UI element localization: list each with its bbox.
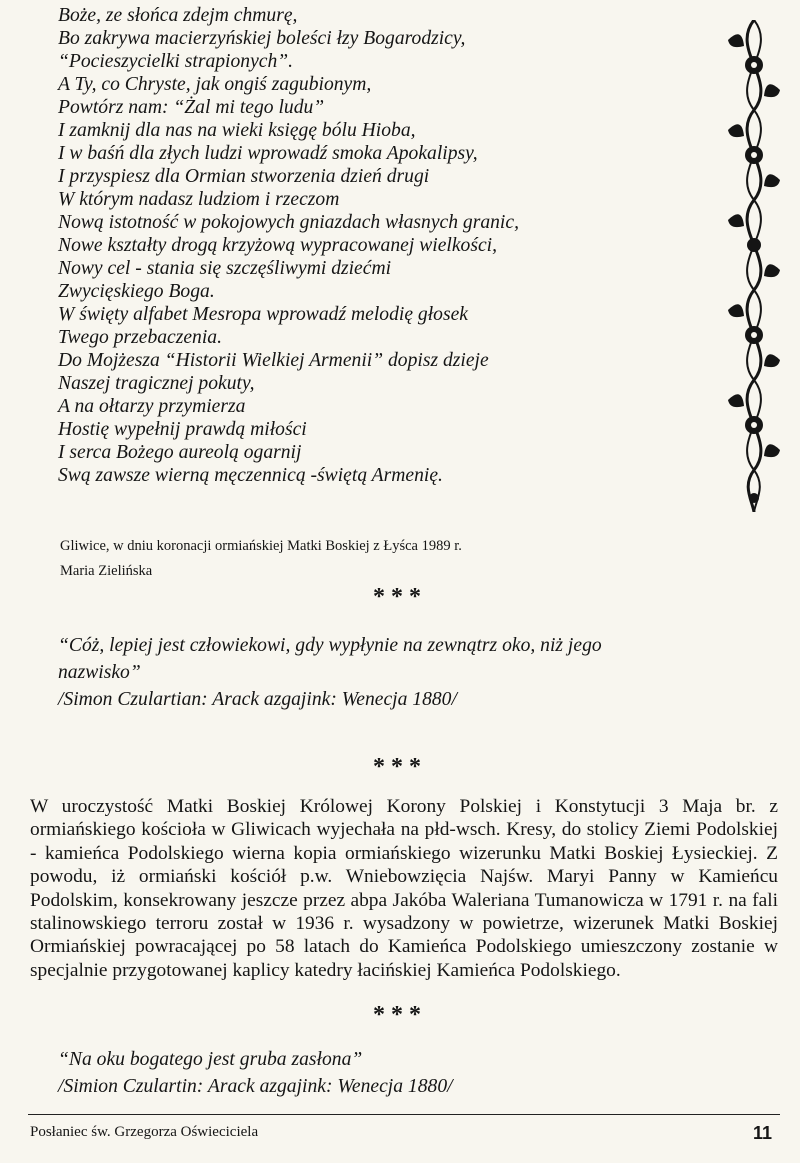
poem-line: I w baśń dla złych ludzi wprowadź smoka Apokalipsy, (58, 143, 478, 164)
floral-vine-ornament-icon (722, 20, 786, 512)
poem-line: A na ołtarzy przymierza (58, 396, 246, 417)
poem-line: “Pocieszycielki strapionych”. (58, 51, 294, 72)
separator-stars: *** (373, 754, 427, 780)
poem-line: Hostię wypełnij prawdą miłości (58, 419, 307, 440)
poem (58, 4, 658, 487)
poem-line: Nową istotność w pokojowych gniazdach własnych granic, (58, 212, 519, 233)
poem-line: I przyspiesz dla Ormian stworzenia dzień drugi (58, 166, 430, 187)
quote-source: /Simon Czulartian: Arack azgajink: Wenecja 1880/ (58, 689, 457, 710)
poem-line: Twego przebaczenia. (58, 327, 222, 348)
poem-line: Zwycięskiego Boga. (58, 281, 215, 302)
article-paragraph: W uroczystość Matki Boskiej Królowej Korony Polskiej i Konstytucji 3 Maja br. z ormiańskiego kościoła w Gliwicach wyjechała na płd-wsch. Kresy, do stolicy Ziemi Podolskiej - kamieńca Podolskiego wierna kopia ormiańskiego wizerunku Matki Boskiej Łysieckiej. Z powodu, iż ormiański kościół p.w. Wniebowzięcia Najśw. Maryi Panny w Kamieńcu Podolskim, konsekrowany jeszcze przez abpa Jakóba Waleriana Tumanowicza w 1791 r. na fali stalinowskiego terroru został w 1936 r. wysadzony w powietrze, wizerunek Matki Boskiej Ormiańskiej powracającej po 58 latach do Kamieńca Podolskiego umieszczony zostanie w specjalnie przygotowanej kaplicy katedry łacińskiej Kamieńca Podolskiego. (30, 796, 778, 981)
quote-line: “Na oku bogatego jest gruba zasłona” (58, 1049, 363, 1070)
quote-block (58, 632, 602, 713)
separator-stars: *** (373, 1002, 427, 1028)
poem-line: Bo zakrywa macierzyńskiej boleści łzy Bogarodzicy, (58, 28, 466, 49)
poem-place-date: Gliwice, w dniu koronacji ormiańskiej Matki Boskiej z Łyśca 1989 r. (60, 538, 462, 554)
footer-divider (28, 1114, 780, 1115)
poem-line: A Ty, co Chryste, jak ongiś zagubionym, (58, 74, 372, 95)
poem-line: Nowe kształty drogą krzyżową wypracowanej wielkości, (58, 235, 498, 256)
poem-line: Boże, ze słońca zdejm chmurę, (58, 5, 298, 26)
poem-line: W święty alfabet Mesropa wprowadź melodię głosek (58, 304, 468, 325)
poem-line: W którym nadasz ludziom i rzeczom (58, 189, 340, 210)
poem-author: Maria Zielińska (60, 563, 153, 579)
poem-line: Powtórz nam: “Żal mi tego ludu” (58, 97, 325, 118)
poem-line: Nowy cel - stania się szczęśliwymi dziećmi (58, 258, 392, 279)
poem-line: Naszej tragicznej pokuty, (58, 373, 255, 394)
poem-line: I zamknij dla nas na wieki księgę bólu Hioba, (58, 120, 416, 141)
quote-block (58, 1046, 453, 1100)
publication-title: Posłaniec św. Grzegorza Oświeciciela (30, 1124, 259, 1140)
poem-line: I serca Bożego aureolą ogarnij (58, 442, 302, 463)
poem-line: Do Mojżesza “Historii Wielkiej Armenii” dopisz dzieje (58, 350, 489, 371)
separator-stars: *** (373, 584, 427, 610)
page-number: 11 (752, 1123, 772, 1143)
quote-line: “Cóż, lepiej jest człowiekowi, gdy wypłynie na zewnątrz oko, niż jego (58, 635, 602, 656)
quote-line: nazwisko” (58, 662, 141, 683)
poem-line: Swą zawsze wierną męczennicą -świętą Armenię. (58, 465, 443, 486)
quote-source: /Simion Czulartin: Arack azgajink: Wenecja 1880/ (58, 1076, 453, 1097)
